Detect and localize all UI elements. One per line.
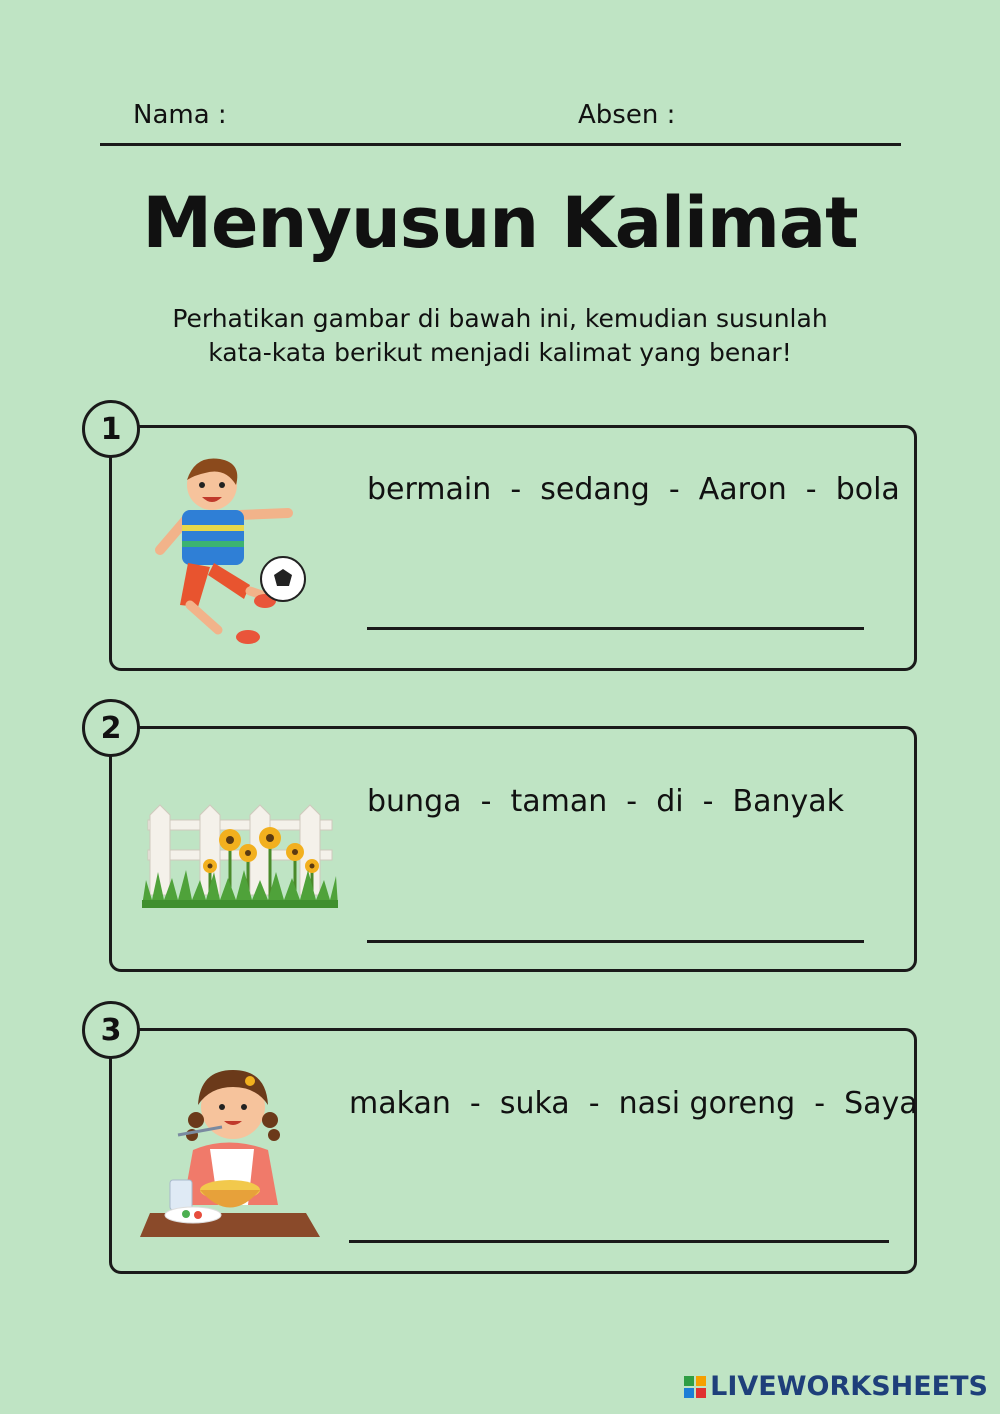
header-divider (100, 143, 901, 146)
logo-square-icon (696, 1388, 706, 1398)
name-label: Nama : (133, 100, 227, 130)
question-number-badge: 2 (82, 699, 140, 757)
answer-input[interactable] (367, 898, 864, 943)
answer-input[interactable] (349, 1198, 889, 1243)
logo-square-icon (696, 1376, 706, 1386)
girl-eating-illustration (138, 1065, 323, 1243)
scrambled-words: bermain - sedang - Aaron - bola (367, 472, 900, 507)
instructions-line-2: kata-kata berikut menjadi kalimat yang benar! (208, 338, 792, 367)
garden-flowers-illustration (140, 800, 340, 912)
page-title: Menyusun Kalimat (142, 182, 858, 264)
brand-text: LIVEWORKSHEETS (710, 1371, 988, 1402)
question-number-badge: 3 (82, 1001, 140, 1059)
logo-square-icon (684, 1388, 694, 1398)
absen-input[interactable] (690, 98, 894, 140)
instructions-line-1: Perhatikan gambar di bawah ini, kemudian susunlah (172, 304, 828, 333)
scrambled-words: makan - suka - nasi goreng - Saya (349, 1086, 918, 1121)
logo-square-icon (684, 1376, 694, 1386)
liveworksheets-logo-icon (684, 1376, 706, 1398)
brand-logo[interactable] (684, 1371, 988, 1402)
scrambled-words: bunga - taman - di - Banyak (367, 784, 845, 819)
question-number-badge: 1 (82, 400, 140, 458)
answer-input[interactable] (367, 585, 864, 630)
name-input[interactable] (240, 98, 554, 140)
boy-kicking-ball-illustration (150, 455, 310, 645)
absen-label: Absen : (578, 100, 676, 130)
instructions (100, 302, 900, 370)
